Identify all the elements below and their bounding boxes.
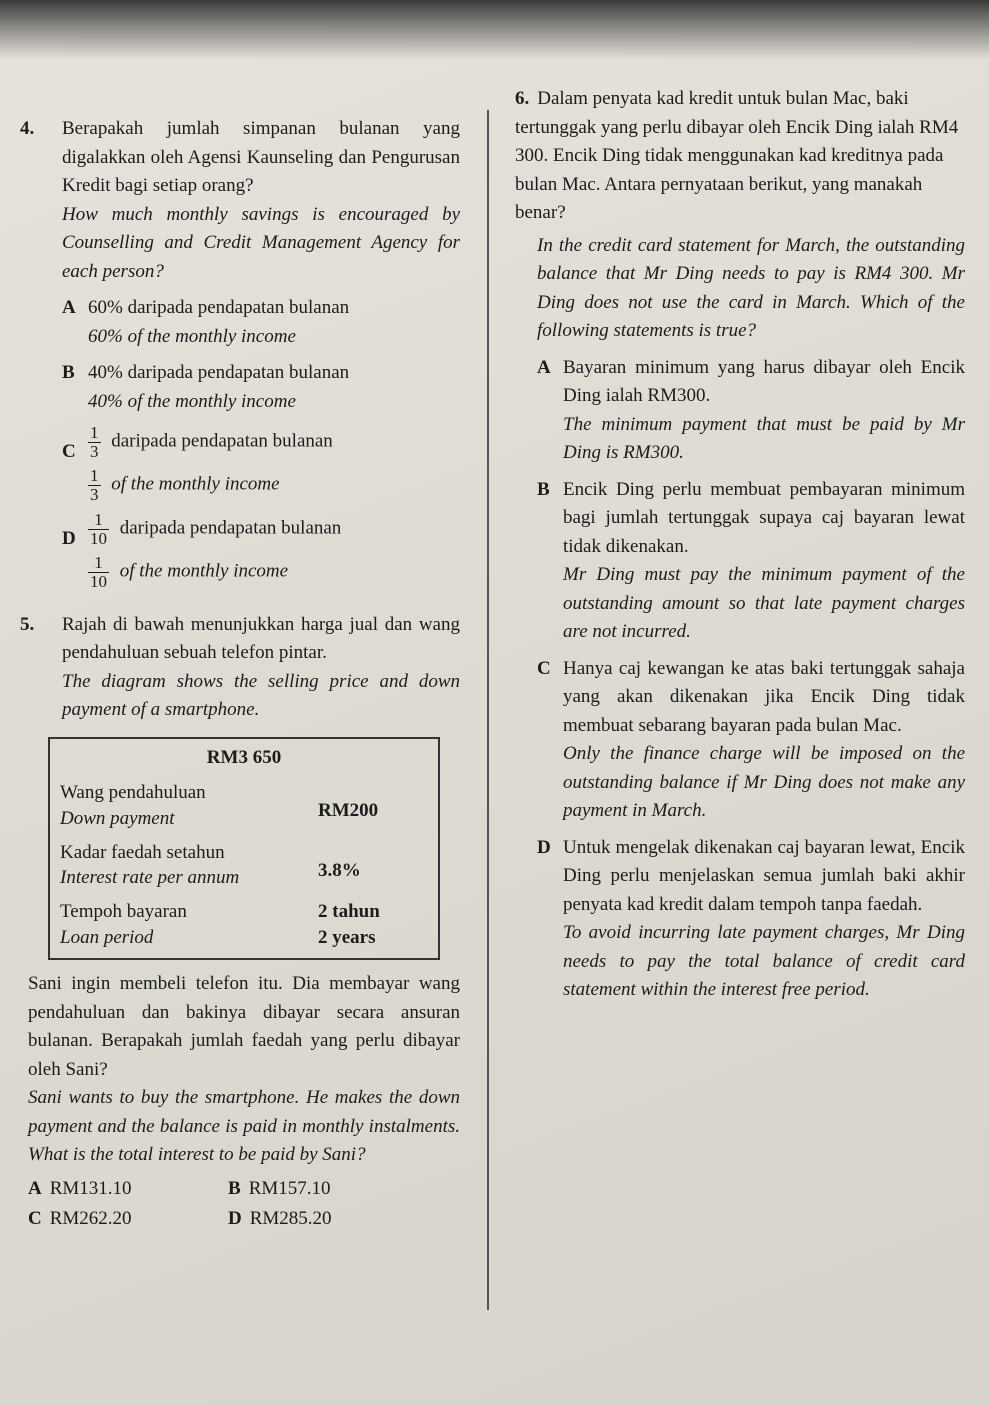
question-number: 4.	[20, 118, 35, 139]
row-label-en: Interest rate per annum	[60, 867, 240, 889]
fraction-numerator: 1	[88, 554, 109, 573]
option-value: 60%	[88, 297, 123, 318]
option-text-ms: Encik Ding perlu membuat pembayaran minimum bagi jumlah tertunggak supaya caj bayaran lewat tidak dikenakan.	[563, 478, 965, 557]
option-letter: A	[62, 297, 76, 318]
row-label-en: Loan period	[60, 926, 154, 948]
row-label-ms: Kadar faedah setahun	[60, 841, 225, 863]
fraction-denominator: 3	[90, 441, 99, 461]
option-b[interactable]	[62, 359, 460, 416]
option-a[interactable]	[28, 1174, 228, 1205]
option-text-en: of the monthly income	[119, 560, 289, 582]
option-a[interactable]	[537, 354, 965, 468]
fraction	[88, 424, 101, 461]
price-info-box	[48, 737, 440, 960]
option-letter: A	[28, 1177, 42, 1199]
option-text-en: The minimum payment that must be paid by Mr Ding is RM300.	[563, 413, 965, 463]
option-letter: C	[62, 441, 76, 462]
option-letter: D	[228, 1208, 242, 1230]
fraction	[88, 511, 109, 548]
option-value: 40%	[88, 362, 123, 383]
question-intro-ms: Rajah di bawah menunjukkan harga jual dan wang pendahuluan sebuah telefon pintar.	[62, 613, 460, 664]
option-text-ms: daripada pendapatan bulanan	[127, 297, 350, 318]
option-text-ms: Bayaran minimum yang harus dibayar oleh Encik Ding ialah RM300.	[563, 356, 965, 406]
fraction-numerator: 1	[90, 423, 99, 442]
option-value: RM157.10	[248, 1177, 331, 1199]
fraction-numerator: 1	[88, 511, 109, 530]
fraction	[88, 554, 109, 591]
option-letter: D	[537, 836, 551, 858]
question-number: 5.	[20, 613, 35, 635]
option-c[interactable]	[537, 655, 965, 826]
option-letter: B	[62, 362, 75, 383]
answer-options	[20, 1174, 460, 1235]
option-letter: D	[62, 528, 76, 550]
option-value: RM262.20	[49, 1208, 132, 1230]
option-letter: B	[537, 478, 550, 500]
option-d[interactable]	[62, 511, 460, 590]
option-text-en: of the monthly income	[111, 473, 280, 495]
option-text-ms: Untuk mengelak dikenakan caj bayaran lewat, Encik Ding perlu menjelaskan semua jumlah baki akhir penyata kad kredit dalam tempoh tanpa faedah.	[563, 836, 965, 915]
option-text-en: of the monthly income	[127, 325, 296, 347]
option-b[interactable]	[228, 1174, 428, 1205]
row-label-ms: Wang pendahuluan	[60, 782, 206, 804]
question-number: 6.	[515, 88, 530, 109]
question-5	[20, 611, 460, 1235]
option-letter: B	[228, 1177, 241, 1199]
option-text-en: of the monthly income	[127, 390, 296, 412]
option-text-en: Only the finance charge will be imposed on the outstanding balance if Mr Ding does not make any payment in March.	[563, 743, 965, 821]
option-text-en: Mr Ding must pay the minimum payment of the outstanding amount so that late payment charges are not incurred.	[563, 564, 965, 642]
option-letter: A	[537, 356, 551, 378]
question-text-en: How much monthly savings is encouraged by Counselling and Credit Management Agency for each person?	[62, 203, 460, 282]
question-4	[20, 115, 460, 591]
fraction	[88, 467, 101, 504]
top-shadow	[0, 0, 989, 60]
question-text-en: In the credit card statement for March, the outstanding balance that Mr Ding needs to pay is RM4 300. Mr Ding does not use the card in March. Which of the following statements is true?	[537, 234, 965, 341]
row-label-ms: Tempoh bayaran	[60, 900, 187, 922]
row-value: RM200	[318, 800, 379, 822]
option-d[interactable]	[537, 834, 965, 1005]
question-intro-en: The diagram shows the selling price and down payment of a smartphone.	[62, 670, 460, 721]
option-letter: C	[28, 1208, 42, 1230]
option-value: RM131.10	[49, 1177, 132, 1199]
option-a[interactable]	[62, 294, 460, 351]
option-b[interactable]	[537, 476, 965, 647]
selling-price: RM3 650	[206, 746, 282, 768]
option-value: 40%	[88, 390, 123, 412]
option-letter: C	[537, 657, 551, 679]
box-row-interest-rate	[60, 840, 428, 891]
option-text-ms: Hanya caj kewangan ke atas baki tertunggak sahaja yang akan dikenakan jika Encik Ding tidak membuat sebarang bayaran pada bulan Mac.	[563, 657, 965, 736]
fraction-denominator: 10	[90, 571, 107, 591]
question-text-ms: Sani ingin membeli telefon itu. Dia membayar wang pendahuluan dan bakinya dibayar secara ansuran bulanan. Berapakah jumlah faedah yang perlu dibayar oleh Sani?	[28, 973, 460, 1080]
box-row-loan-period	[60, 899, 428, 950]
question-text-ms: Berapakah jumlah simpanan bulanan yang digalakkan oleh Agensi Kaunseling dan Pengurusan Kredit bagi setiap orang?	[62, 118, 460, 196]
question-6	[515, 85, 965, 1005]
right-column	[515, 85, 965, 1019]
question-text-ms: Dalam penyata kad kredit untuk bulan Mac, baki tertunggak yang perlu dibayar oleh Encik Ding ialah RM4 300. Encik Ding tidak menggunakan kad kreditnya pada bulan Mac. Antara pernyataan berikut, yang manakah benar?	[515, 88, 959, 223]
row-value: 3.8%	[318, 859, 361, 881]
box-row-down-payment	[60, 780, 428, 831]
option-c[interactable]	[62, 424, 460, 503]
row-value: 2 tahun	[318, 900, 380, 922]
fraction-denominator: 10	[90, 529, 107, 549]
option-text-ms: daripada pendapatan bulanan	[111, 430, 333, 452]
left-column	[20, 115, 460, 1249]
option-text-ms: daripada pendapatan bulanan	[127, 362, 350, 383]
option-c[interactable]	[28, 1204, 228, 1235]
column-divider	[487, 110, 489, 1310]
fraction-numerator: 1	[90, 465, 99, 485]
fraction-denominator: 3	[90, 484, 99, 504]
option-value: 60%	[88, 325, 123, 347]
row-label-en: Down payment	[60, 808, 175, 830]
option-d[interactable]	[228, 1204, 428, 1235]
option-text-en: To avoid incurring late payment charges, Mr Ding needs to pay the total balance of credit card statement within the interest free period.	[563, 922, 965, 1000]
option-value: RM285.20	[249, 1208, 332, 1230]
question-text-en: Sani wants to buy the smartphone. He makes the down payment and the balance is paid in monthly instalments. What is the total interest to be paid by Sani?	[28, 1087, 460, 1166]
row-value-en: 2 years	[318, 926, 376, 948]
option-text-ms: daripada pendapatan bulanan	[119, 518, 342, 540]
